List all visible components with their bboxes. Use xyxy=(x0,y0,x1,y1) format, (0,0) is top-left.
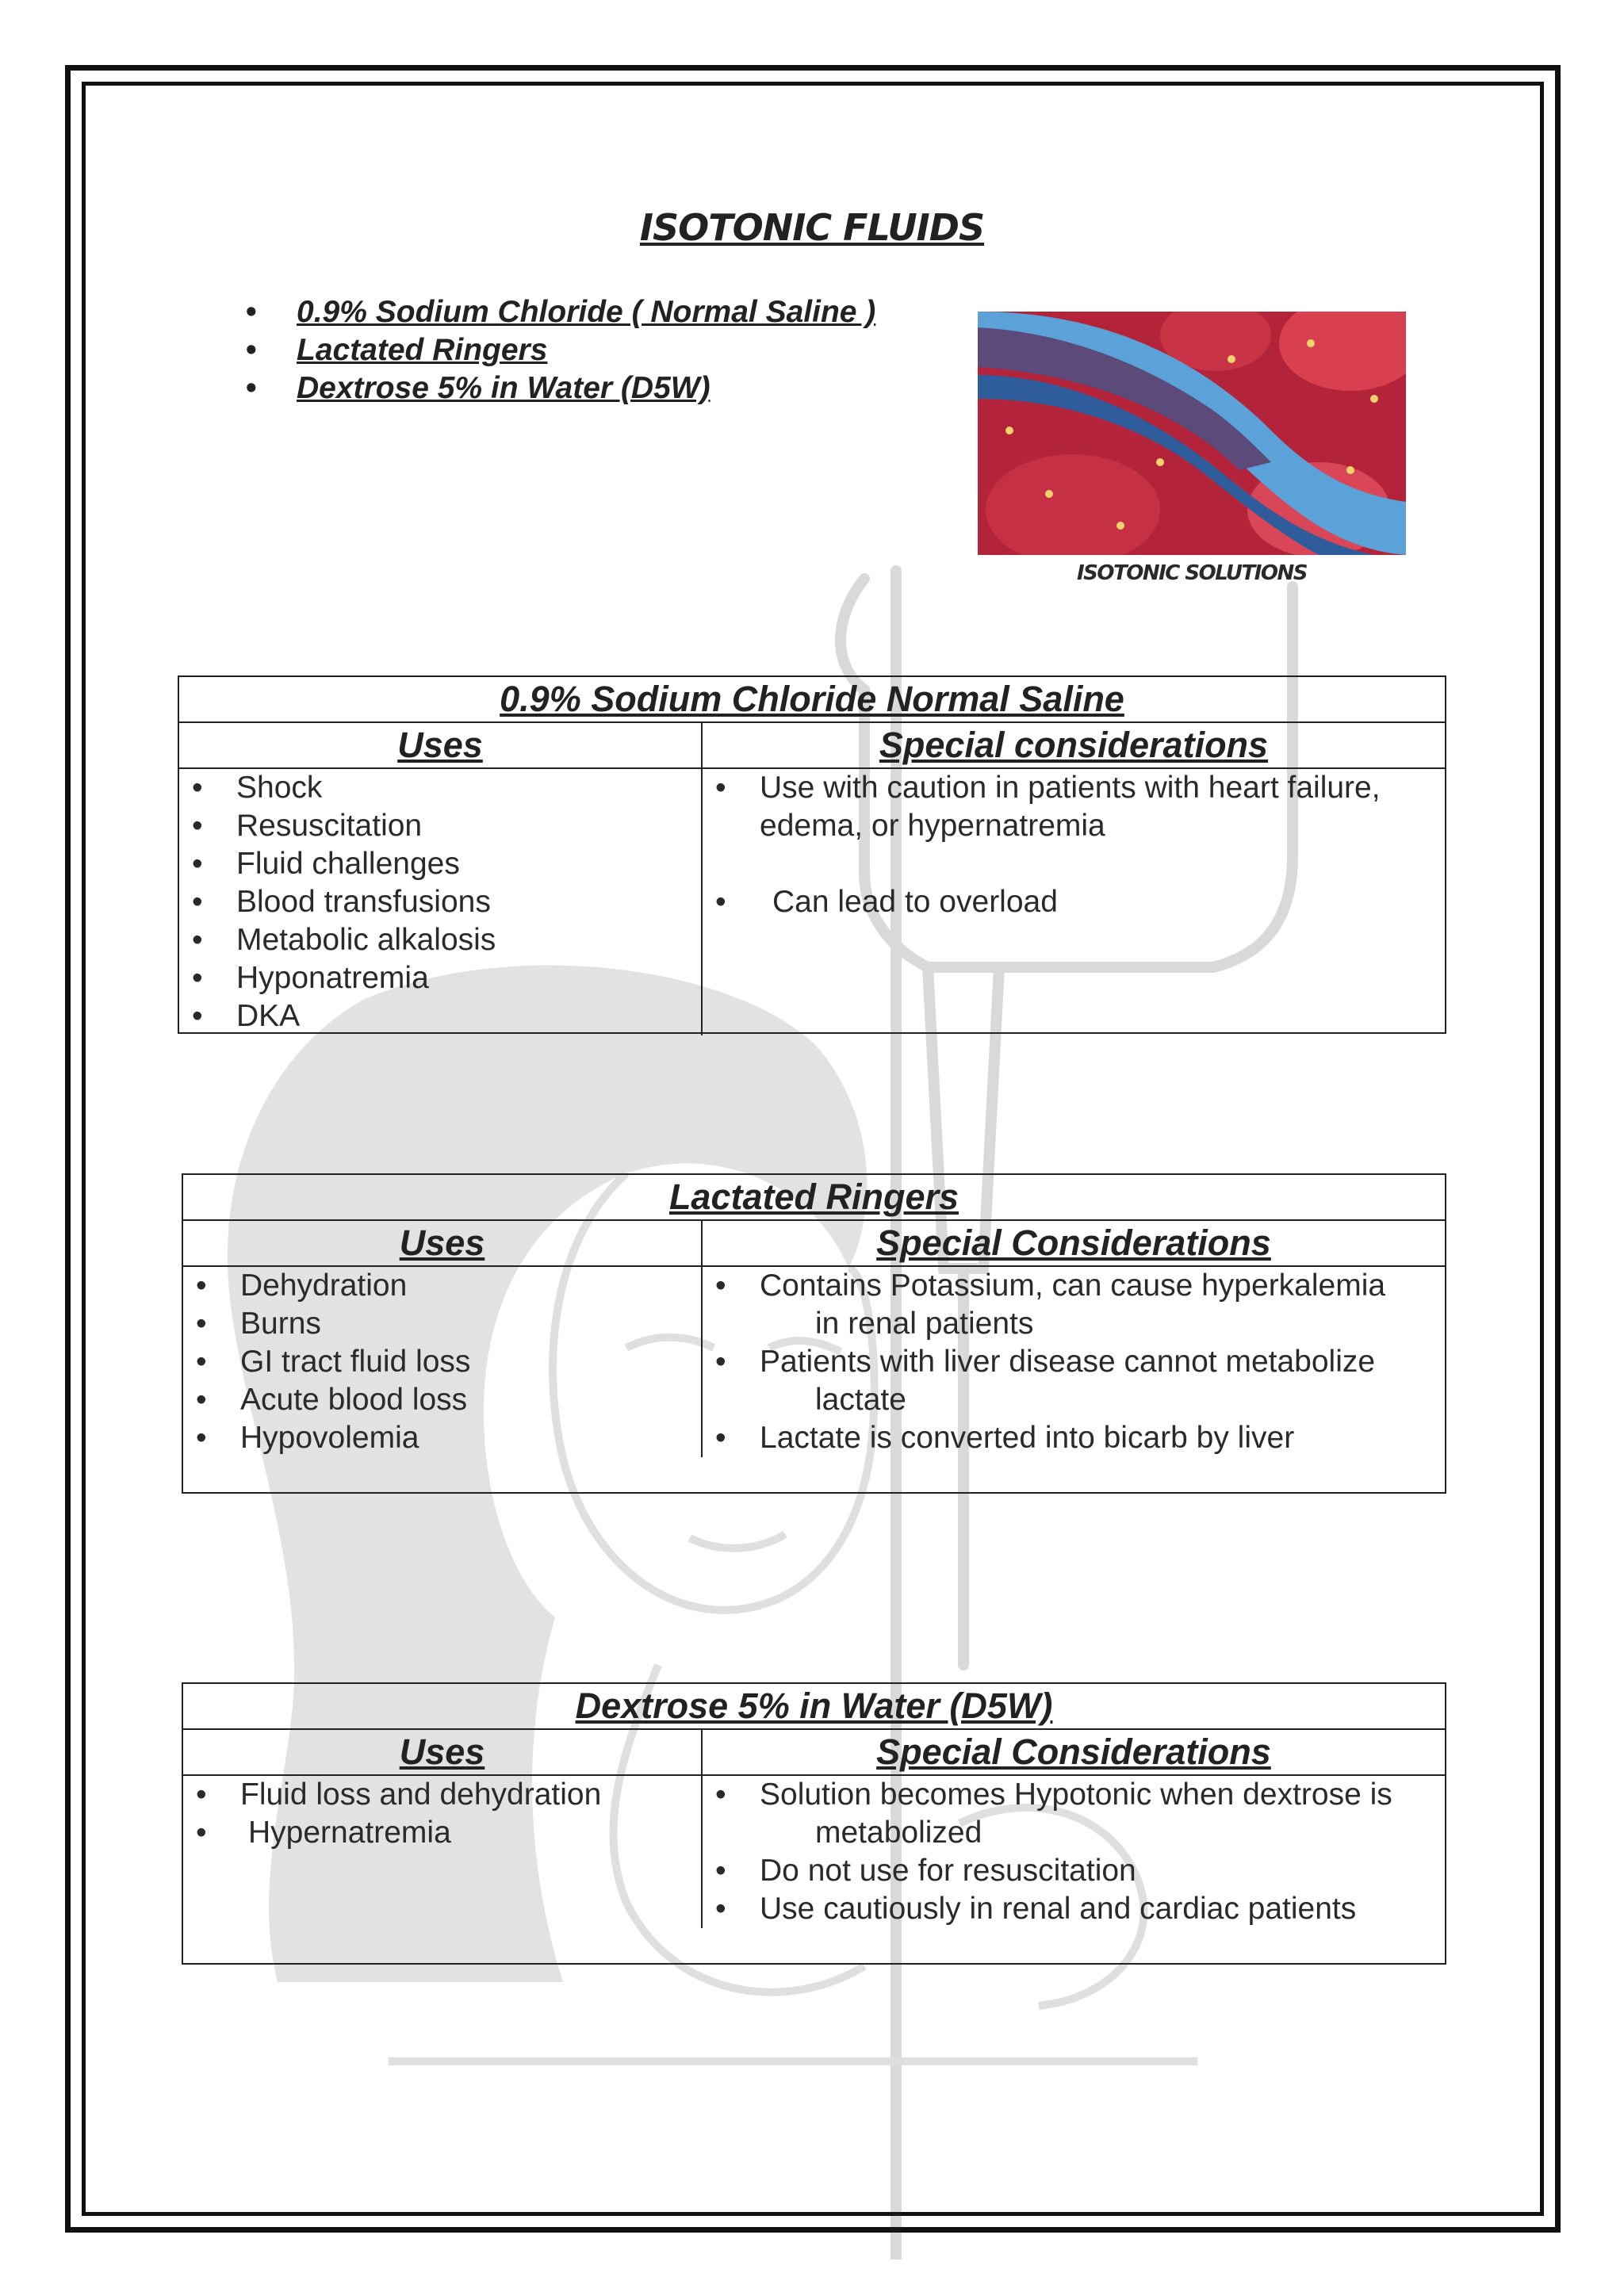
table-body-row xyxy=(179,769,1445,1035)
table-title: 0.9% Sodium Chloride Normal Saline xyxy=(179,677,1445,723)
page-title: ISOTONIC FLUIDS xyxy=(639,206,985,249)
list-item: • Lactated Ringers xyxy=(246,331,875,369)
fluid-type-list xyxy=(246,293,875,408)
list-item-continuation: lactate xyxy=(815,1383,906,1417)
normal-saline-table xyxy=(178,675,1446,1034)
table-body-row xyxy=(183,1776,1445,1928)
list-item: • Fluid loss and dehydration xyxy=(183,1776,701,1814)
table-title: Lactated Ringers xyxy=(183,1175,1445,1221)
uses-header: Uses xyxy=(179,723,703,767)
table-header-row xyxy=(179,723,1445,769)
list-item: • Can lead to overload xyxy=(703,883,1445,921)
d5w-table xyxy=(182,1682,1446,1965)
table-header-row xyxy=(183,1730,1445,1776)
list-item: • Metabolic alkalosis xyxy=(179,921,701,959)
uses-header: Uses xyxy=(183,1730,703,1774)
blood-vessel-illustration xyxy=(978,312,1406,555)
list-item-continuation: metabolized xyxy=(815,1816,982,1850)
list-item: • Solution becomes Hypotonic when dextrose is xyxy=(703,1776,1445,1814)
list-item: • GI tract fluid loss xyxy=(183,1343,701,1381)
table-header-row xyxy=(183,1221,1445,1267)
considerations-header: Special considerations xyxy=(879,725,1269,765)
table-title: Dextrose 5% in Water (D5W) xyxy=(183,1684,1445,1730)
considerations-header: Special Considerations xyxy=(876,1732,1271,1772)
list-item: • Hypovolemia xyxy=(183,1419,701,1457)
list-item: • Resuscitation xyxy=(179,807,701,845)
list-item: • Use cautiously in renal and cardiac patients xyxy=(703,1890,1445,1928)
list-item: • DKA xyxy=(179,997,701,1035)
list-item: • Patients with liver disease cannot metabolize xyxy=(703,1343,1445,1381)
list-item: • Acute blood loss xyxy=(183,1381,701,1419)
considerations-cell xyxy=(703,1776,1445,1928)
list-item: • Hyponatremia xyxy=(179,959,701,997)
list-item: • Hypernatremia xyxy=(183,1814,701,1852)
considerations-cell xyxy=(703,769,1445,1035)
list-item: • Contains Potassium, can cause hyperkalemia xyxy=(703,1267,1445,1305)
list-item-continuation: in renal patients xyxy=(815,1307,1034,1341)
list-item: • Dextrose 5% in Water (D5W) xyxy=(246,369,875,408)
image-caption: ISOTONIC SOLUTIONS xyxy=(1077,561,1307,585)
table-body-row xyxy=(183,1267,1445,1457)
list-item: • Use with caution in patients with heart failure, edema, or hypernatremia xyxy=(703,769,1445,845)
considerations-cell xyxy=(703,1267,1445,1457)
uses-cell xyxy=(179,769,703,1035)
list-item: • 0.9% Sodium Chloride ( Normal Saline ) xyxy=(246,293,875,331)
list-item: • Fluid challenges xyxy=(179,845,701,883)
uses-cell xyxy=(183,1776,703,1928)
list-item: • Burns xyxy=(183,1305,701,1343)
list-item: • Blood transfusions xyxy=(179,883,701,921)
lactated-ringers-table xyxy=(182,1173,1446,1494)
uses-cell xyxy=(183,1267,703,1457)
list-item: • Do not use for resuscitation xyxy=(703,1852,1445,1890)
list-item: • Shock xyxy=(179,769,701,807)
list-item: • Lactate is converted into bicarb by liver xyxy=(703,1419,1445,1457)
considerations-header: Special Considerations xyxy=(876,1223,1271,1263)
uses-header: Uses xyxy=(183,1221,703,1265)
list-item: • Dehydration xyxy=(183,1267,701,1305)
